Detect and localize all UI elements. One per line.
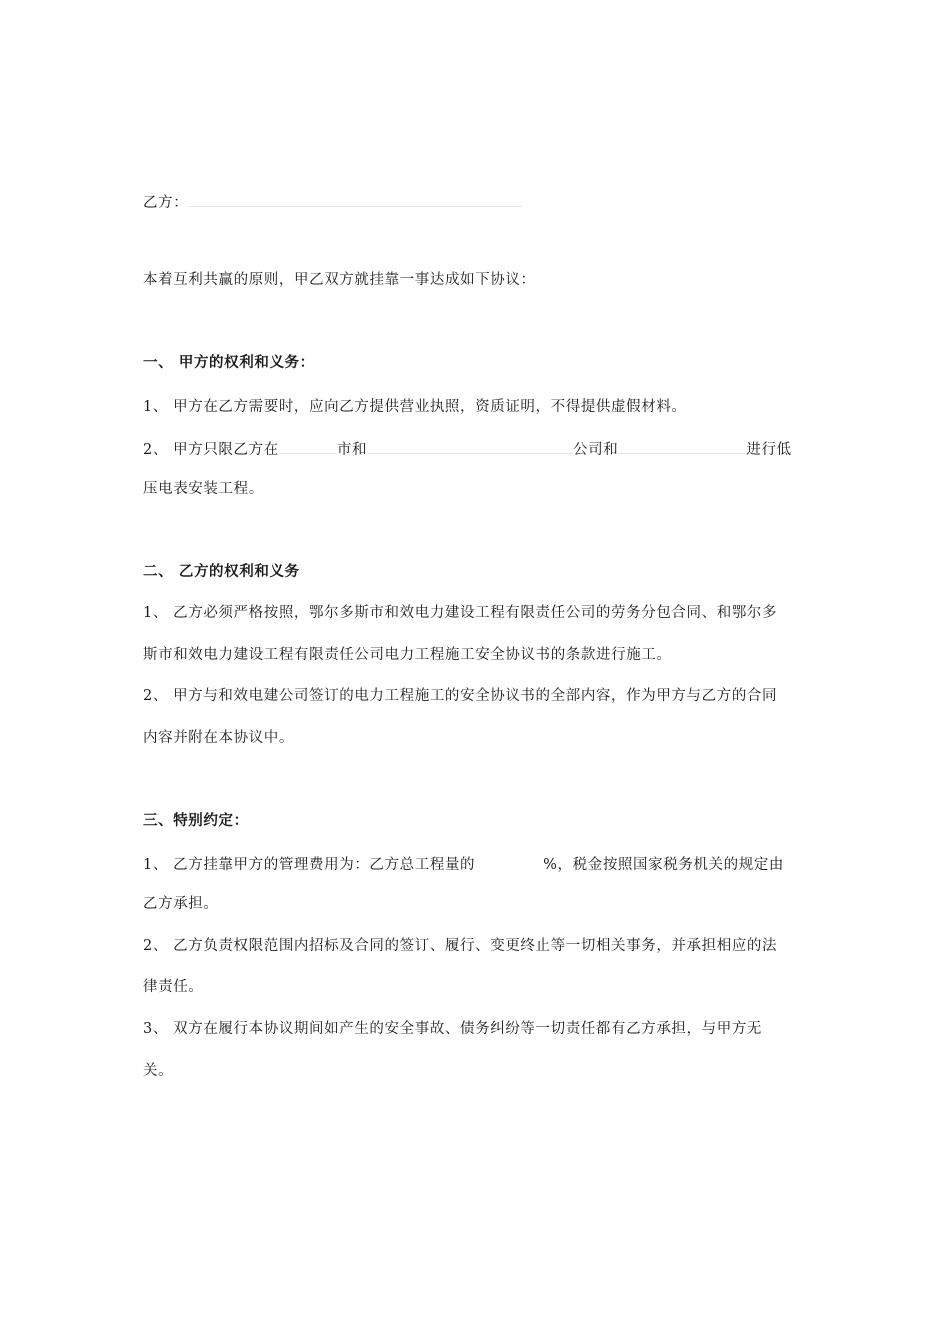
section1-item2-line1: [143, 437, 792, 460]
section3-item1-part2: %，税金按照国家税务机关的规定由: [543, 857, 785, 873]
percent-blank[interactable]: [475, 852, 543, 869]
section2-heading: 二、 乙方的权利和义务: [143, 563, 300, 580]
section3-heading: 三、特别约定：: [143, 812, 249, 829]
party-b-blank[interactable]: [188, 190, 522, 207]
company-blank-1[interactable]: [367, 437, 573, 454]
section2-item2-line2: 内容并附在本协议中。: [143, 730, 294, 746]
section1-item2-line2: 压电表安装工程。: [143, 481, 264, 497]
company-blank-2[interactable]: [618, 437, 746, 454]
section1-item2-part4: 进行低: [746, 442, 792, 458]
section2-item1-line1: 1、 乙方必须严格按照，鄂尔多斯市和效电力建设工程有限责任公司的劳务分包合同、和鄂尔多: [143, 605, 778, 621]
section3-item3-line1: 3、 双方在履行本协议期间如产生的安全事故、债务纠纷等一切责任都有乙方承担，与甲方无: [143, 1021, 763, 1037]
section3-item2-line1: 2、 乙方负责权限范围内招标及合同的签订、履行、变更终止等一切相关事务，并承担相应的法: [143, 938, 778, 954]
party-b-label: 乙方：: [143, 195, 189, 211]
section3-item1-part1: 1、 乙方挂靠甲方的管理费用为：乙方总工程量的: [143, 857, 476, 873]
city-blank[interactable]: [279, 437, 337, 454]
section2-item2-line1: 2、 甲方与和效电建公司签订的电力工程施工的安全协议书的全部内容，作为甲方与乙方的合同: [143, 688, 778, 704]
section3-item2-line2: 律责任。: [143, 979, 204, 995]
party-b-line: [143, 190, 522, 213]
section3-item1-line1: [143, 852, 784, 875]
section1-heading: 一、 甲方的权利和义务：: [143, 354, 315, 371]
section1-item2-part2: 市和: [336, 442, 368, 458]
section1-item1: 1、 甲方在乙方需要时，应向乙方提供营业执照，资质证明，不得提供虚假材料。: [143, 399, 687, 415]
section1-item2-part1: 2、 甲方只限乙方在: [143, 442, 279, 458]
section2-item1-line2: 斯市和效电力建设工程有限责任公司电力工程施工安全协议书的条款进行施工。: [143, 647, 672, 663]
section1-item2-part3: 公司和: [573, 442, 619, 458]
section3-item1-line2: 乙方承担。: [143, 896, 219, 912]
intro-paragraph: 本着互利共赢的原则，甲乙双方就挂靠一事达成如下协议：: [143, 272, 536, 288]
section3-item3-line2: 关。: [143, 1063, 174, 1079]
